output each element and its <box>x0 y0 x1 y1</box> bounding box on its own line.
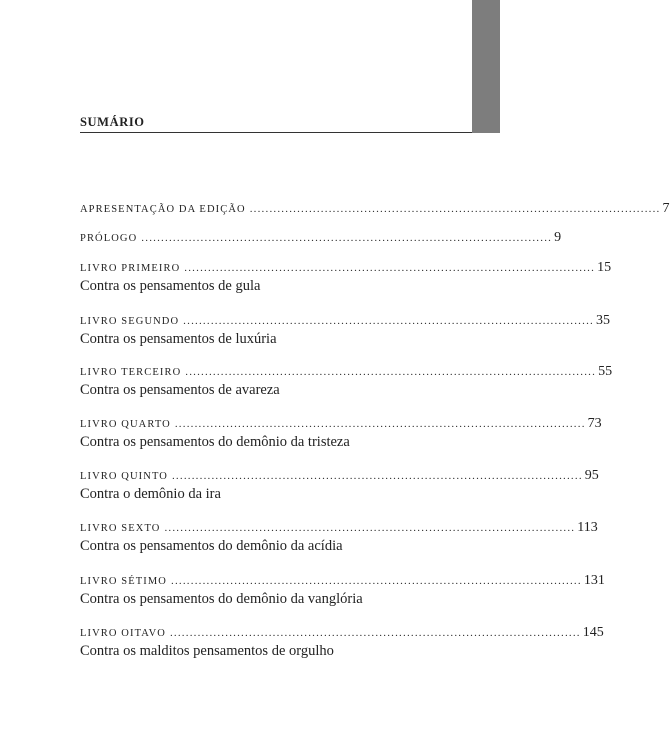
toc-leader-dots: ........................................................................................................ <box>171 470 583 482</box>
toc-line <box>80 573 605 589</box>
toc-page-number: 7 <box>662 201 670 216</box>
toc-leader-dots: ........................................................................................................ <box>185 366 597 378</box>
toc-subtitle: Contra os pensamentos do demônio da tristeza <box>80 434 350 450</box>
toc-leader-dots: ........................................................................................................ <box>183 315 594 327</box>
toc-page-number: 9 <box>554 230 562 245</box>
toc-subtitle: Contra os malditos pensamentos de orgulho <box>80 643 334 659</box>
toc-page-number: 145 <box>582 625 604 640</box>
toc-subtitle: Contra os pensamentos do demônio da acídia <box>80 538 343 554</box>
toc-line <box>80 520 598 536</box>
toc-leader-dots: ........................................................................................................ <box>141 232 553 244</box>
toc-leader-dots: ........................................................................................................ <box>174 418 586 430</box>
toc-entry-livro-segundo[interactable] <box>80 313 610 348</box>
toc-subtitle: Contra os pensamentos de avareza <box>80 382 280 398</box>
toc-leader-dots: ........................................................................................................ <box>169 627 581 639</box>
toc-leader-dots: ........................................................................................................ <box>164 522 576 534</box>
toc-entry-livro-sexto[interactable] <box>80 520 598 555</box>
toc-label: LIVRO QUINTO <box>80 471 168 482</box>
toc-label: PRÓLOGO <box>80 233 138 244</box>
toc-entry-livro-primeiro[interactable] <box>80 260 612 295</box>
toc-line <box>80 625 604 641</box>
toc-line <box>80 313 610 329</box>
toc-subtitle: Contra os pensamentos do demônio da vanglória <box>80 591 363 607</box>
toc-entry-livro-quinto[interactable] <box>80 468 599 503</box>
toc-entry-livro-setimo[interactable] <box>80 573 605 608</box>
toc-label: LIVRO SÉTIMO <box>80 576 167 587</box>
toc-entry-livro-terceiro[interactable] <box>80 364 613 399</box>
toc-page-number: 131 <box>583 573 605 588</box>
toc-label: LIVRO OITAVO <box>80 628 166 639</box>
toc-line <box>80 201 670 217</box>
toc-line <box>80 230 562 246</box>
toc-label: LIVRO QUARTO <box>80 419 171 430</box>
toc-line <box>80 468 599 484</box>
toc-subtitle: Contra os pensamentos de luxúria <box>80 331 277 347</box>
toc-label: LIVRO SEXTO <box>80 523 161 534</box>
toc-subtitle: Contra o demônio da ira <box>80 486 221 502</box>
toc-page-number: 95 <box>584 468 599 483</box>
toc-page-number: 15 <box>597 260 612 275</box>
toc-entry-livro-oitavo[interactable] <box>80 625 604 660</box>
toc-page-number: 113 <box>577 520 598 535</box>
toc-label: LIVRO SEGUNDO <box>80 316 180 327</box>
toc-label: LIVRO TERCEIRO <box>80 367 182 378</box>
toc-page-number: 35 <box>595 313 610 328</box>
toc-entry-prologo[interactable] <box>80 230 562 246</box>
page-title: SUMÁRIO <box>80 115 145 129</box>
toc-page-number: 55 <box>598 364 613 379</box>
toc-label: LIVRO PRIMEIRO <box>80 263 181 274</box>
page-edge-tab <box>472 0 500 133</box>
toc-leader-dots: ........................................................................................................ <box>184 262 596 274</box>
toc-line <box>80 364 613 380</box>
toc-entry-apresentacao[interactable] <box>80 201 670 217</box>
toc-leader-dots: ........................................................................................................ <box>249 203 661 215</box>
toc-line <box>80 260 612 276</box>
toc-page-number: 73 <box>587 416 602 431</box>
toc-line <box>80 416 602 432</box>
toc-subtitle: Contra os pensamentos de gula <box>80 278 261 294</box>
toc-label: APRESENTAÇÃO DA EDIÇÃO <box>80 204 246 215</box>
header-divider <box>80 132 472 133</box>
toc-entry-livro-quarto[interactable] <box>80 416 602 451</box>
toc-leader-dots: ........................................................................................................ <box>171 575 582 587</box>
